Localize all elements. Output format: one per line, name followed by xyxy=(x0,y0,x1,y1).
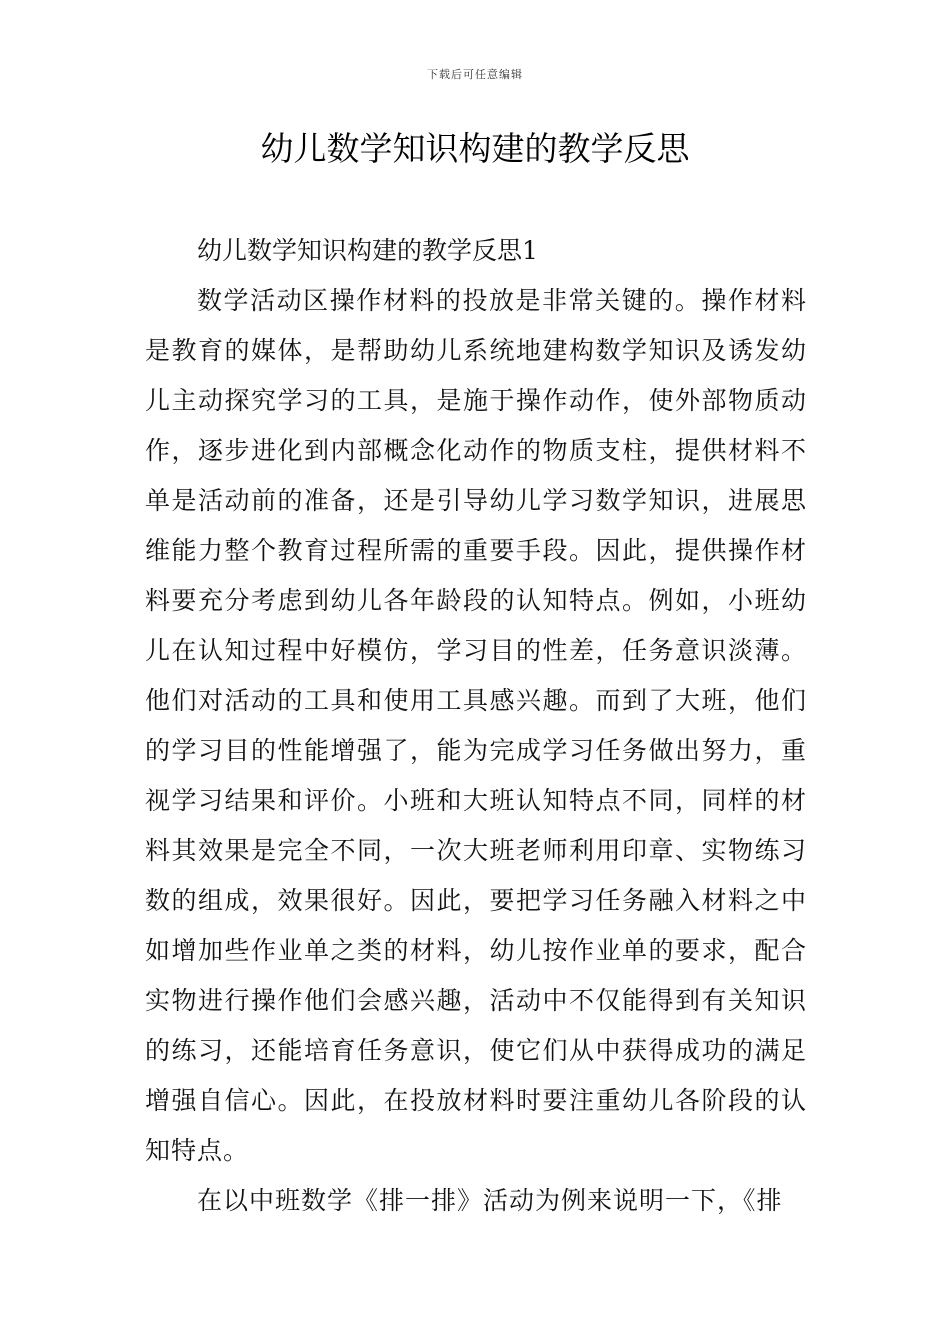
document-body xyxy=(145,226,807,1226)
section-heading: 幼儿数学知识构建的教学反思1 xyxy=(197,236,538,265)
page-header-note: 下载后可任意编辑 xyxy=(427,68,523,81)
body-paragraph-1: 数学活动区操作材料的投放是非常关键的。操作材料是教育的媒体，是帮助幼儿系统地建构数学知识及诱发幼儿主动探究学习的工具，是施于操作动作，使外部物质动作，逐步进化到内部概念化动作的物质支柱，提供材料不单是活动前的准备，还是引导幼儿学习数学知识，进展思维能力整个教育过程所需的重要手段。因此，提供操作材料要充分考虑到幼儿各年龄段的认知特点。例如，小班幼儿在认知过程中好模仿，学习目的性差，任务意识淡薄。他们对活动的工具和使用工具感兴趣。而到了大班，他们的学习目的性能增强了，能为完成学习任务做出努力，重视学习结果和评价。小班和大班认知特点不同，同样的材料其效果是完全不同，一次大班老师利用印章、实物练习数的组成，效果很好。因此，要把学习任务融入材料之中如增加些作业单之类的材料，幼儿按作业单的要求，配合实物进行操作他们会感兴趣，活动中不仅能得到有关知识的练习，还能培育任务意识，使它们从中获得成功的满足增强自信心。因此，在投放材料时要注重幼儿各阶段的认知特点。 xyxy=(145,286,807,1165)
document-title: 幼儿数学知识构建的教学反思 xyxy=(260,129,690,168)
body-paragraph-2: 在以中班数学《排一排》活动为例来说明一下，《排 xyxy=(197,1186,783,1215)
